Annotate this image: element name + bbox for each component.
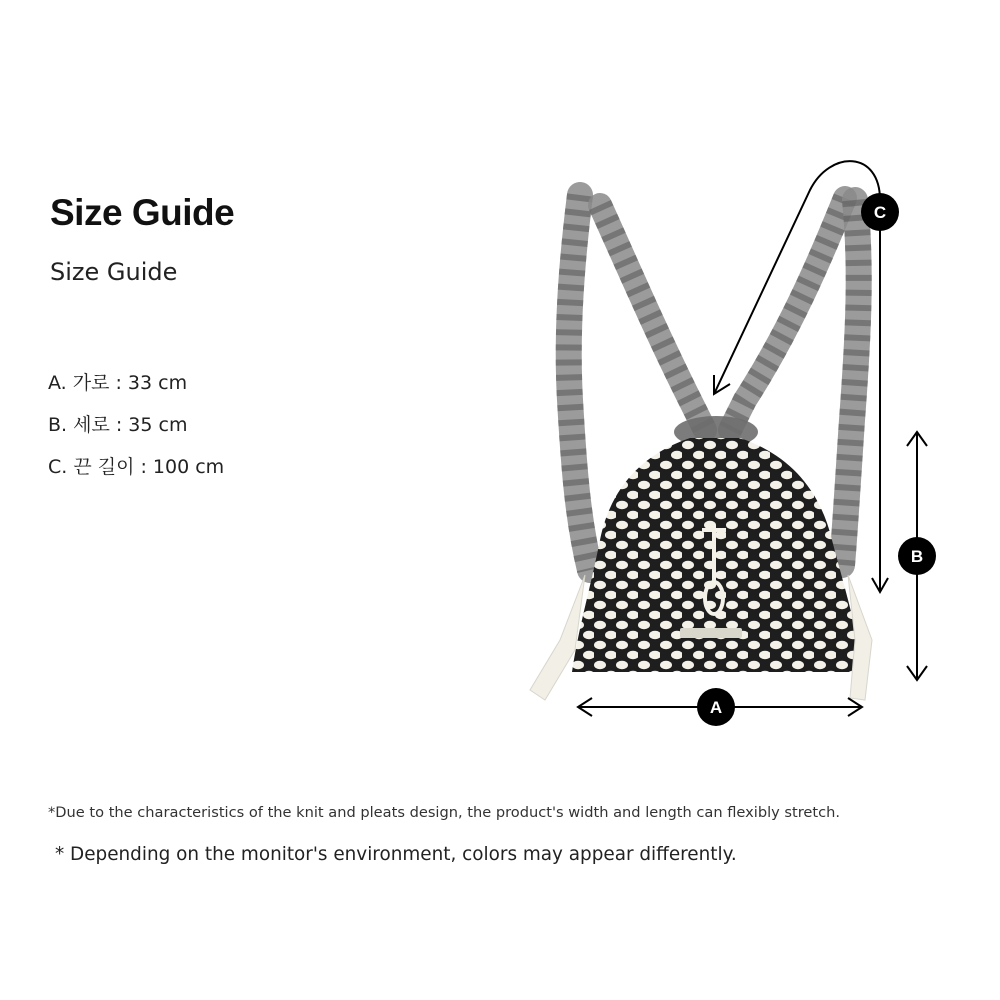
spec-height: B. 세로 : 35 cm [48, 414, 188, 436]
brand-label [680, 628, 742, 638]
color-note: * Depending on the monitor's environment, colors may appear differently. [55, 844, 737, 865]
badge-a-label: A [709, 698, 723, 717]
left-tie [530, 575, 585, 700]
spec-width: A. 가로 : 33 cm [48, 372, 188, 394]
badge-c-label: C [873, 203, 887, 222]
page-subtitle: Size Guide [50, 258, 178, 286]
badge-b-label: B [910, 547, 924, 566]
badge-b [898, 537, 936, 575]
badge-c [861, 193, 899, 231]
badge-a [697, 688, 735, 726]
page-title: Size Guide [50, 192, 235, 233]
spec-strap-length: C. 끈 길이 : 100 cm [48, 456, 225, 478]
right-inner-strap [730, 198, 845, 430]
stretch-note: *Due to the characteristics of the knit and pleats design, the product's width and length can flexibly stretch. [48, 804, 841, 821]
